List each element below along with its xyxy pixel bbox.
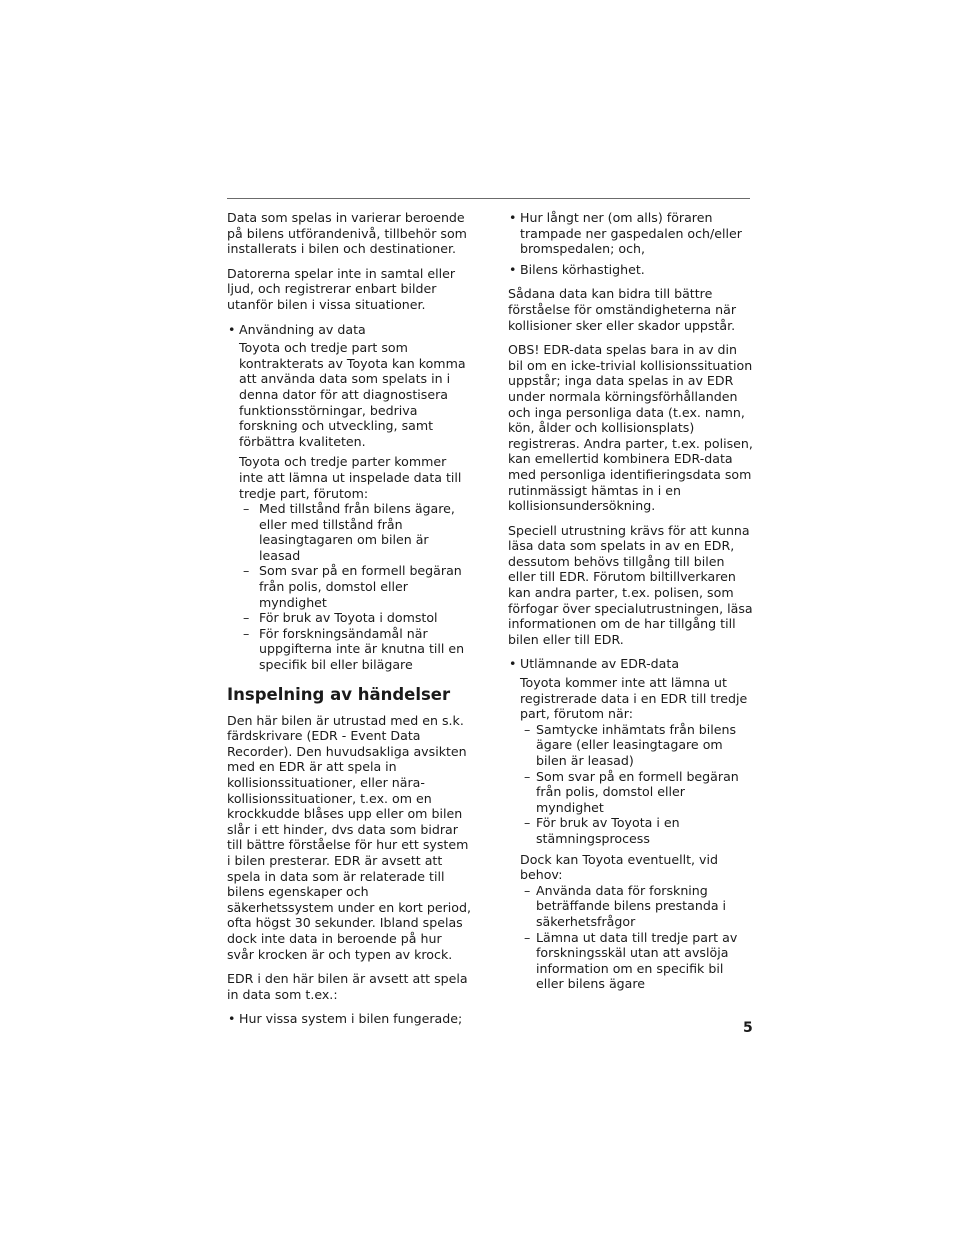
dash-item-research-use: – Använda data för forskning beträffande bilens prestanda i säkerhetsfrågor [508, 883, 753, 930]
bullet-edr-disclosure: • Utlämnande av EDR-data [508, 656, 753, 672]
list-item-data-usage [227, 322, 472, 673]
paragraph-no-audio: Datorerna spelar inte in samtal eller ljud, och registrerar enbart bilder utanför bilen i vissa situationer. [227, 265, 456, 312]
paragraph-edr-data: EDR i den här bilen är avsett att spela in data som t.ex.: [227, 971, 468, 1002]
section-heading: Inspelning av händelser [227, 684, 451, 704]
dash-item-formal-request: – Som svar på en formell begäran från polis, domstol eller myndighet [227, 563, 472, 610]
right-column [508, 210, 753, 1001]
paragraph-understanding: Sådana data kan bidra till bättre förståelse för omständigheterna när kollisioner sker eller skador uppstår. [508, 286, 737, 333]
paragraph-equipment: Speciell utrustning krävs för att kunna läsa data som spelats in av en EDR, dessutom behövs tillgång till bilen eller till EDR. Förutom biltillverkaren kan andra parter, t.ex. polisen, som förfogar över specialutrustningen, läsa informationen om de har tillgång till bilen eller till EDR. [508, 522, 753, 647]
sub-block-however [508, 852, 753, 883]
dash-item-third-party-research: – Lämna ut data till tredje part av forskningsskäl utan att avslöja information om en specifik bil eller bilens ägare [508, 930, 753, 992]
bullet-data-usage: • Användning av data [227, 322, 472, 338]
dash-item-consent: – Samtycke inhämtats från bilens ägare (eller leasingtagare om bilen är leasad) [508, 722, 753, 769]
bullet-pedals: • Hur långt ner (om alls) föraren trampade ner gaspedalen och/eller bromspedalen; och, [508, 210, 753, 257]
paragraph-edr-intro: Den här bilen är utrustad med en s.k. färdskrivare (EDR - Event Data Recorder). Den huvudsakliga avsikten med en EDR är att spela in kollisionssituationer, eller nära-kollisionssituationer, t.ex. om en krockkudde blåses upp eller om bilen slår i ett hinder, dvs data som bidrar till bättre förståelse för hur ett system i bilen presterar. EDR är avsett att spela in data som är relaterade till bilens egenskaper och säkerhetssystem under en kort period, ofta högst 30 sekunder. Ibland spelas dock inte data in beroende på hur svår krocken är och typen av krock. [227, 712, 471, 962]
sub-paragraph-no-disclosure: Toyota kommer inte att lämna ut registrerade data i en EDR till tredje part, förutom när: [520, 675, 748, 722]
paragraph-obs: OBS! EDR-data spelas bara in av din bil om en icke-trivial kollisionssituation uppstår; inga data spelas in av EDR under normala körningsförhållanden och inga personliga data (t.ex. namn, kön, ålder och kollisionsplats) registreras. Andra parter, t.ex. polisen, kan emellertid kombinera EDR-data med personliga identifieringsdata som rutinmässigt hämtas in i en kollisionsundersökning. [508, 342, 753, 514]
page-number: 5 [743, 1020, 753, 1036]
dash-item-court: – För bruk av Toyota i domstol [227, 610, 472, 626]
sub-paragraph-usage: Toyota och tredje part som kontrakterats av Toyota kan komma att använda data som spelats in i denna dator för att diagnostisera funktionsstörningar, bedriva forskning och utveckling, samt förbättra kvaliteten. [239, 340, 466, 449]
sub-block-data-usage [227, 340, 472, 501]
dash-item-formal-request: – Som svar på en formell begäran från polis, domstol eller myndighet [508, 769, 753, 816]
dash-item-litigation: – För bruk av Toyota i en stämningsprocess [508, 815, 753, 846]
bullet-speed: • Bilens körhastighet. [508, 262, 753, 278]
sub-block-disclosure [508, 675, 753, 722]
bullet-systems: • Hur vissa system i bilen fungerade; [227, 1011, 472, 1027]
list-item-edr-disclosure [508, 656, 753, 991]
dash-item-owner-consent: – Med tillstånd från bilens ägare, eller med tillstånd från leasingtagaren om bilen är leasad [227, 501, 472, 563]
sub-paragraph-disclosure: Toyota och tredje parter kommer inte att lämna ut inspelade data till tredje part, förutom: [239, 454, 462, 501]
dash-item-research: – För forskningsändamål när uppgifterna inte är knutna till en specifik bil eller bilägare [227, 626, 472, 673]
sub-paragraph-however: Dock kan Toyota eventuellt, vid behov: [520, 851, 718, 883]
paragraph-data-variation: Data som spelas in varierar beroende på bilens utförandenivå, tillbehör som installerats i bilen och destinationer. [227, 210, 467, 257]
left-column [227, 210, 472, 1030]
header-rule [227, 198, 750, 199]
